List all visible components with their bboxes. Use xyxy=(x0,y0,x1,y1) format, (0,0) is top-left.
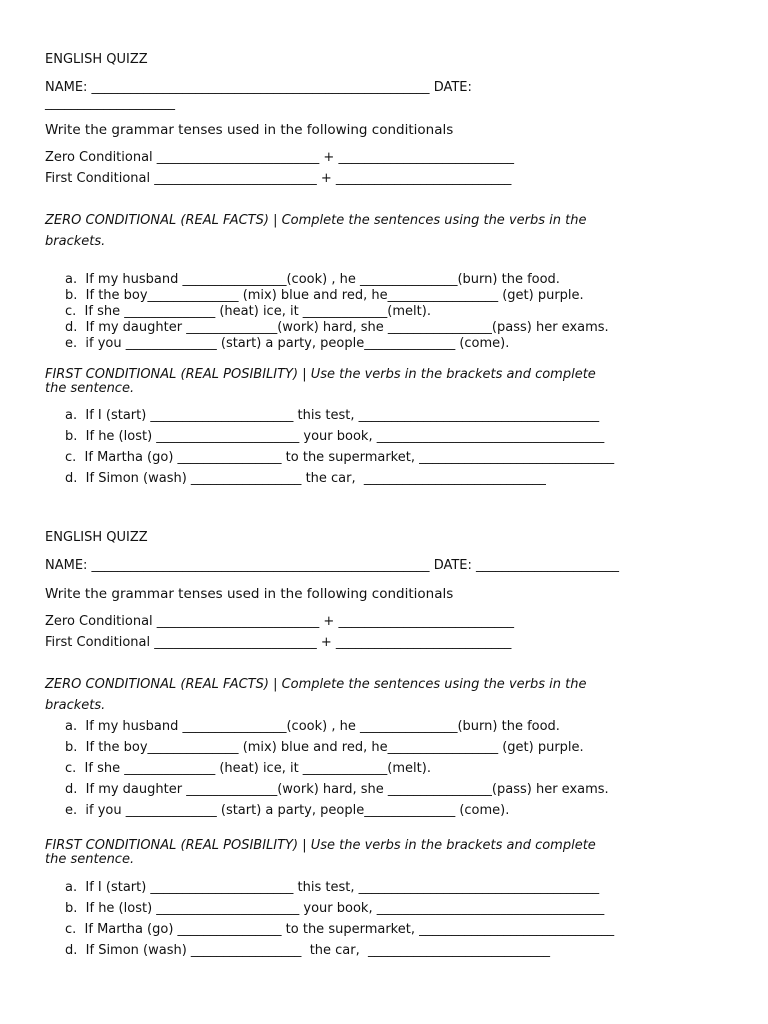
quiz2-instruction: Write the grammar tenses used in the following conditionals xyxy=(45,586,454,602)
quiz1-title: ENGLISH QUIZZ xyxy=(45,52,148,67)
quiz1-zero-item-c: c. If she ______________ (heat) ice, it _____________(melt). xyxy=(65,304,431,319)
quiz2-name-date-line: NAME: ____________________________________________________ DATE: ______________________ xyxy=(45,558,620,573)
quiz2-first-item-a: a. If I (start) ______________________ this test, _____________________________________ xyxy=(65,880,600,895)
quiz1-zero-item-e: e. if you ______________ (start) a party, people______________ (come). xyxy=(65,336,510,351)
quiz2-first-item-d: d. If Simon (wash) _________________ the car, ____________________________ xyxy=(65,943,551,958)
quiz1-zero-conditional-line: Zero Conditional _________________________ + ___________________________ xyxy=(45,150,514,165)
quiz2-zero-heading-cont: brackets. xyxy=(45,698,106,713)
quiz2-first-item-c: c. If Martha (go) ________________ to the supermarket, ______________________________ xyxy=(65,922,615,937)
quiz2-zero-item-d: d. If my daughter ______________(work) hard, she ________________(pass) her exams. xyxy=(65,782,609,797)
quiz1-zero-item-a: a. If my husband ________________(cook) , he _______________(burn) the food. xyxy=(65,272,560,287)
quiz1-date-blank: ____________________ xyxy=(45,96,175,111)
quiz2-title: ENGLISH QUIZZ xyxy=(45,530,148,545)
quiz2-first-heading: FIRST CONDITIONAL (REAL POSIBILITY) | Use the verbs in the brackets and complete xyxy=(45,838,596,853)
quiz1-first-item-a: a. If I (start) ______________________ this test, _____________________________________ xyxy=(65,408,600,423)
quiz2-zero-item-b: b. If the boy______________ (mix) blue and red, he_________________ (get) purple. xyxy=(65,740,584,755)
quiz2-first-heading-cont: the sentence. xyxy=(45,852,135,867)
quiz1-first-item-b: b. If he (lost) ______________________ your book, ___________________________________ xyxy=(65,429,605,444)
quiz2-zero-item-e: e. if you ______________ (start) a party, people______________ (come). xyxy=(65,803,510,818)
quiz1-first-heading: FIRST CONDITIONAL (REAL POSIBILITY) | Use the verbs in the brackets and complete xyxy=(45,367,596,382)
quiz1-zero-heading-cont: brackets. xyxy=(45,234,106,249)
quiz2-first-conditional-line: First Conditional _________________________ + ___________________________ xyxy=(45,635,512,650)
quiz1-first-item-d: d. If Simon (wash) _________________ the car, ____________________________ xyxy=(65,471,546,486)
quiz1-instruction: Write the grammar tenses used in the following conditionals xyxy=(45,122,454,138)
quiz2-zero-item-a: a. If my husband ________________(cook) , he _______________(burn) the food. xyxy=(65,719,560,734)
quiz1-first-conditional-line: First Conditional _________________________ + ___________________________ xyxy=(45,171,512,186)
quiz1-first-item-c: c. If Martha (go) ________________ to the supermarket, ______________________________ xyxy=(65,450,615,465)
quiz1-zero-item-b: b. If the boy______________ (mix) blue and red, he_________________ (get) purple. xyxy=(65,288,584,303)
quiz1-first-heading-cont: the sentence. xyxy=(45,381,135,396)
quiz2-zero-conditional-line: Zero Conditional _________________________ + ___________________________ xyxy=(45,614,514,629)
quiz2-zero-item-c: c. If she ______________ (heat) ice, it _____________(melt). xyxy=(65,761,431,776)
quiz1-name-date-line: NAME: ____________________________________________________ DATE: xyxy=(45,80,472,95)
quiz2-zero-heading: ZERO CONDITIONAL (REAL FACTS) | Complete the sentences using the verbs in the xyxy=(45,677,587,692)
quiz1-zero-item-d: d. If my daughter ______________(work) hard, she ________________(pass) her exams. xyxy=(65,320,609,335)
quiz1-zero-heading: ZERO CONDITIONAL (REAL FACTS) | Complete the sentences using the verbs in the xyxy=(45,213,587,228)
quiz2-first-item-b: b. If he (lost) ______________________ your book, ___________________________________ xyxy=(65,901,605,916)
